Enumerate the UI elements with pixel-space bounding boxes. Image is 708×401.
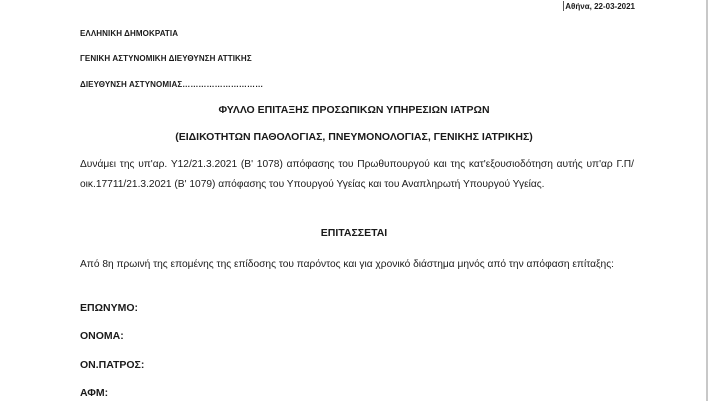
document-subtitle: (ΕΙΔΙΚΟΤΗΤΩΝ ΠΑΘΟΛΟΓΙΑΣ, ΠΝΕΥΜΟΝΟΛΟΓΙΑΣ, ΓΕΝΙΚΗΣ ΙΑΤΡΙΚΗΣ)	[175, 131, 533, 143]
order-heading: ΕΠΙΤΑΣΣΕΤΑΙ	[320, 227, 388, 239]
header-police-directorate: ΓΕΝΙΚΗ ΑΣΤΥΝΟΜΙΚΗ ΔΙΕΥΘΥΝΣΗ ΑΤΤΙΚΗΣ	[80, 54, 252, 63]
name-field-label: ΟΝΟΜΑ:	[80, 330, 124, 342]
header-republic: ΕΛΛΗΝΙΚΗ ΔΗΜΟΚΡΑΤΙΑ	[80, 29, 179, 38]
date-text: Αθήνα, 22-03-2021	[565, 2, 635, 11]
surname-field-label: ΕΠΩΝΥΜΟ:	[80, 302, 139, 314]
tax-id-field-label: ΑΦΜ:	[80, 387, 109, 399]
document-date	[563, 1, 635, 11]
period-paragraph: Από 8η πρωινή της επομένης της επίδοσης του παρόντος και για χρονικό διάστημα μηνός από την απόφαση επίταξης:	[80, 259, 614, 270]
father-name-field-label: ΟΝ.ΠΑΤΡΟΣ:	[80, 359, 145, 371]
authority-paragraph: Δυνάμει της υπ'αρ. Υ12/21.3.2021 (Β' 1078) απόφασης του Πρωθυπουργού και της κατ'εξουσιοδότηση αυτής υπ'αρ Γ.Π/οικ.17711/21.3.2021 (Β' 1079) απόφασης του Υπουργού Υγείας και του Αναπληρωτή Υπουργού Υγείας.	[80, 159, 634, 190]
header-police-department: ΔΙΕΥΘΥΝΣΗ ΑΣΤΥΝΟΜΙΑΣ…………………………	[80, 80, 264, 89]
document-title: ΦΥΛΛΟ ΕΠΙΤΑΞΗΣ ΠΡΟΣΩΠΙΚΩΝ ΥΠΗΡΕΣΙΩΝ ΙΑΤΡΩΝ	[218, 104, 490, 116]
